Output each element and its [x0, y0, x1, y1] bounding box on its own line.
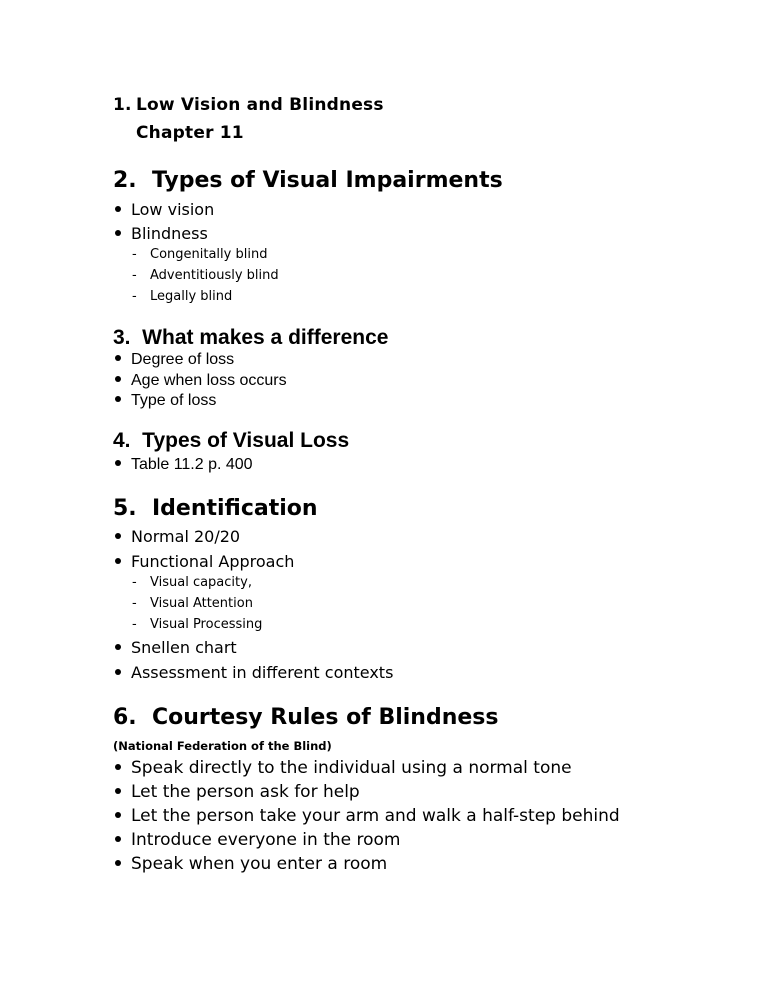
- dash-icon: -: [132, 575, 137, 590]
- sub-item-text: Congenitally blind: [150, 247, 268, 262]
- bullet-icon: [115, 558, 121, 564]
- sub-list-item: [132, 268, 279, 283]
- bullet-icon: [115, 669, 121, 675]
- list-item: [115, 456, 253, 474]
- bullet-text: Snellen chart: [131, 638, 237, 657]
- section-1-subtitle: Chapter 11: [136, 123, 244, 143]
- sub-item-text: Legally blind: [150, 289, 233, 304]
- sub-item-text: Visual Processing: [150, 617, 263, 632]
- section-1-title: Low Vision and Blindness: [136, 95, 384, 115]
- section-5-heading: 5. Identification: [113, 496, 318, 521]
- sub-list-item: [132, 575, 252, 590]
- bullet-text: Speak directly to the individual using a normal tone: [131, 758, 572, 778]
- section-3-heading: 3. What makes a difference: [113, 326, 389, 349]
- sub-list-item: [132, 617, 262, 632]
- list-item: [115, 854, 387, 874]
- sub-list-item: [132, 596, 253, 611]
- bullet-icon: [115, 836, 121, 842]
- sub-list-item: [132, 247, 267, 262]
- sub-list-item: [132, 289, 232, 304]
- list-item: [115, 224, 208, 243]
- bullet-text: Let the person take your arm and walk a half-step behind: [131, 806, 620, 826]
- list-item: [115, 663, 393, 682]
- section-2-heading: 2. Types of Visual Impairments: [113, 168, 503, 193]
- bullet-icon: [115, 230, 121, 236]
- dash-icon: -: [132, 247, 137, 262]
- list-item: [115, 372, 287, 390]
- bullet-text: Functional Approach: [131, 552, 295, 571]
- bullet-text: Low vision: [131, 200, 215, 219]
- sub-item-text: Adventitiously blind: [150, 268, 279, 283]
- dash-icon: -: [132, 289, 137, 304]
- list-item: [115, 638, 237, 657]
- bullet-text: Normal 20/20: [131, 527, 241, 546]
- section-1-number: 1.: [113, 95, 132, 115]
- dash-icon: -: [132, 596, 137, 611]
- bullet-text: Introduce everyone in the room: [131, 830, 401, 850]
- bullet-icon: [115, 460, 121, 466]
- list-item: [115, 351, 234, 369]
- sub-item-text: Visual Attention: [150, 596, 253, 611]
- list-item: [115, 782, 360, 802]
- bullet-icon: [115, 396, 121, 402]
- list-item: [115, 392, 216, 410]
- list-item: [115, 200, 214, 219]
- list-item: [115, 806, 620, 826]
- bullet-icon: [115, 644, 121, 650]
- bullet-icon: [115, 376, 121, 382]
- bullet-text: Assessment in different contexts: [131, 663, 394, 682]
- list-item: [115, 758, 572, 778]
- bullet-text: Speak when you enter a room: [131, 854, 388, 874]
- bullet-text: Degree of loss: [131, 351, 235, 368]
- list-item: [115, 527, 240, 546]
- bullet-text: Age when loss occurs: [131, 372, 287, 389]
- list-item: [115, 552, 294, 571]
- section-6-heading: 6. Courtesy Rules of Blindness: [113, 705, 499, 730]
- bullet-text: Let the person ask for help: [131, 782, 360, 802]
- bullet-icon: [115, 812, 121, 818]
- bullet-icon: [115, 355, 121, 361]
- bullet-icon: [115, 206, 121, 212]
- section-4-heading: 4. Types of Visual Loss: [113, 429, 350, 452]
- dash-icon: -: [132, 268, 137, 283]
- section-6-note: (National Federation of the Blind): [113, 739, 332, 753]
- dash-icon: -: [132, 617, 137, 632]
- bullet-icon: [115, 533, 121, 539]
- bullet-icon: [115, 788, 121, 794]
- sub-item-text: Visual capacity,: [150, 575, 252, 590]
- bullet-text: Type of loss: [131, 392, 217, 409]
- bullet-text: Table 11.2 p. 400: [131, 456, 253, 473]
- bullet-icon: [115, 860, 121, 866]
- bullet-text: Blindness: [131, 224, 208, 243]
- list-item: [115, 830, 401, 850]
- bullet-icon: [115, 764, 121, 770]
